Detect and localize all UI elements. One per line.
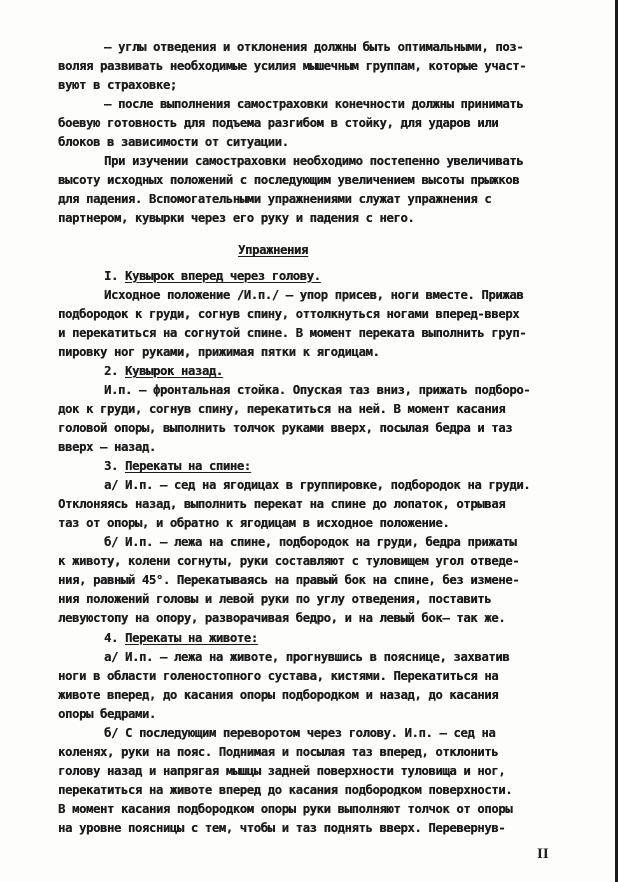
text-line: опоры бедрами. [58,706,156,721]
text-line: подбородок к груди, согнув спину, оттолкнуться ногами вперед-вверх [58,306,520,321]
exercise-heading: I. Кувырок вперед через голову. [104,268,321,283]
text-line: коленях, руки на пояс. Поднимая и посылая таз вперед, отклонить [58,744,499,759]
text-line: – после выполнения самостраховки конечности должны принимать [104,97,524,112]
text-line: Исходное положение /И.п./ – упор присев, ноги вместе. Прижав [104,287,524,302]
text-line: ния положений головы и левой руки по углу отведения, поставить [58,592,492,607]
text-line: воляя развивать необходимые усилия мышечным группам, которые участ- [58,59,527,74]
page-number: II [537,846,549,862]
text-line: на уровне поясницы с тем, чтобы и таз поднять вверх. Перевернув- [58,821,506,835]
text-line: а/ И.п. – сед на ягодицах в группировке, подбородок на груди. [104,478,531,493]
text-line: для падения. Вспомогательными упражнениями служат упражнения с [58,192,492,207]
text-line: к животу, колени согнуты, руки составляют с туловищем угол отведе- [58,554,520,569]
text-line: блоков в зависимости от ситуации. [58,135,289,150]
section-heading: Упражнения [238,243,308,258]
text-line: вверх – назад. [58,440,156,455]
text-line: боевую готовность для подъема разгибом в стойку, для ударов или [58,116,499,131]
text-line: высоту исходных положений с последующим увеличением высоты прыжков [58,173,520,188]
text-line: – углы отведения и отклонения должны быть оптимальными, поз- [104,40,524,54]
exercise-heading: 4. Перекаты на животе: [104,630,258,645]
text-line: ноги в области голеностопного сустава, кистями. Перекатиться на [58,668,499,683]
text-line: ния, равный 45°. Перекатываясь на правый бок на спине, без измене- [58,573,520,588]
text-line: таз от опоры, и обратно к ягодицам в исходное положение. [58,516,450,531]
text-line: При изучении самостраховки необходимо постепенно увеличивать [104,154,524,169]
text-line: пировку ног руками, прижимая пятки к ягодицам. [58,344,380,359]
text-line: левуюстопу на опору, разворачивая бедро, и на левый бок– так же. [58,611,506,626]
text-line: б/ С последующим переворотом через голову. И.п. – сед на [104,725,496,740]
text-line: головой опоры, выполнить толчок руками вверх, посылая бедра и таз [58,420,513,435]
text-line: вуют в страховке; [58,78,177,93]
text-line: партнером, кувырки через его руку и падения с него. [58,211,415,226]
text-line: перекатиться на животе вперед до касания подбородком поверхности. [58,782,513,797]
text-line: Отклоняясь назад, выполнить перекат на спине до лопаток, отрывая [58,497,506,512]
text-line: док к груди, согнув спину, перекатиться на ней. В момент касания [58,401,506,416]
exercise-heading: 2. Кувырок назад. [104,363,223,378]
exercise-heading: 3. Перекаты на спине: [104,459,251,474]
text-line: В момент касания подбородком опоры руки выполняют толчок от опоры [58,801,513,816]
text-line: голову назад и напрягая мышцы задней поверхности туловища и ног, [58,763,506,778]
text-line: б/ И.п. – лежа на спине, подбородок на груди, бедра прижаты [104,535,517,550]
text-line: животе вперед, до касания опоры подбородком и назад, до касания [58,687,499,702]
text-line: И.п. – фронтальная стойка. Опуская таз вниз, прижать подборо- [104,382,531,397]
text-line: и перекатиться на согнутой спине. В момент переката выполнить груп- [58,325,527,340]
text-line: а/ И.п. – лежа на животе, прогнувшись в пояснице, захватив [104,649,510,664]
